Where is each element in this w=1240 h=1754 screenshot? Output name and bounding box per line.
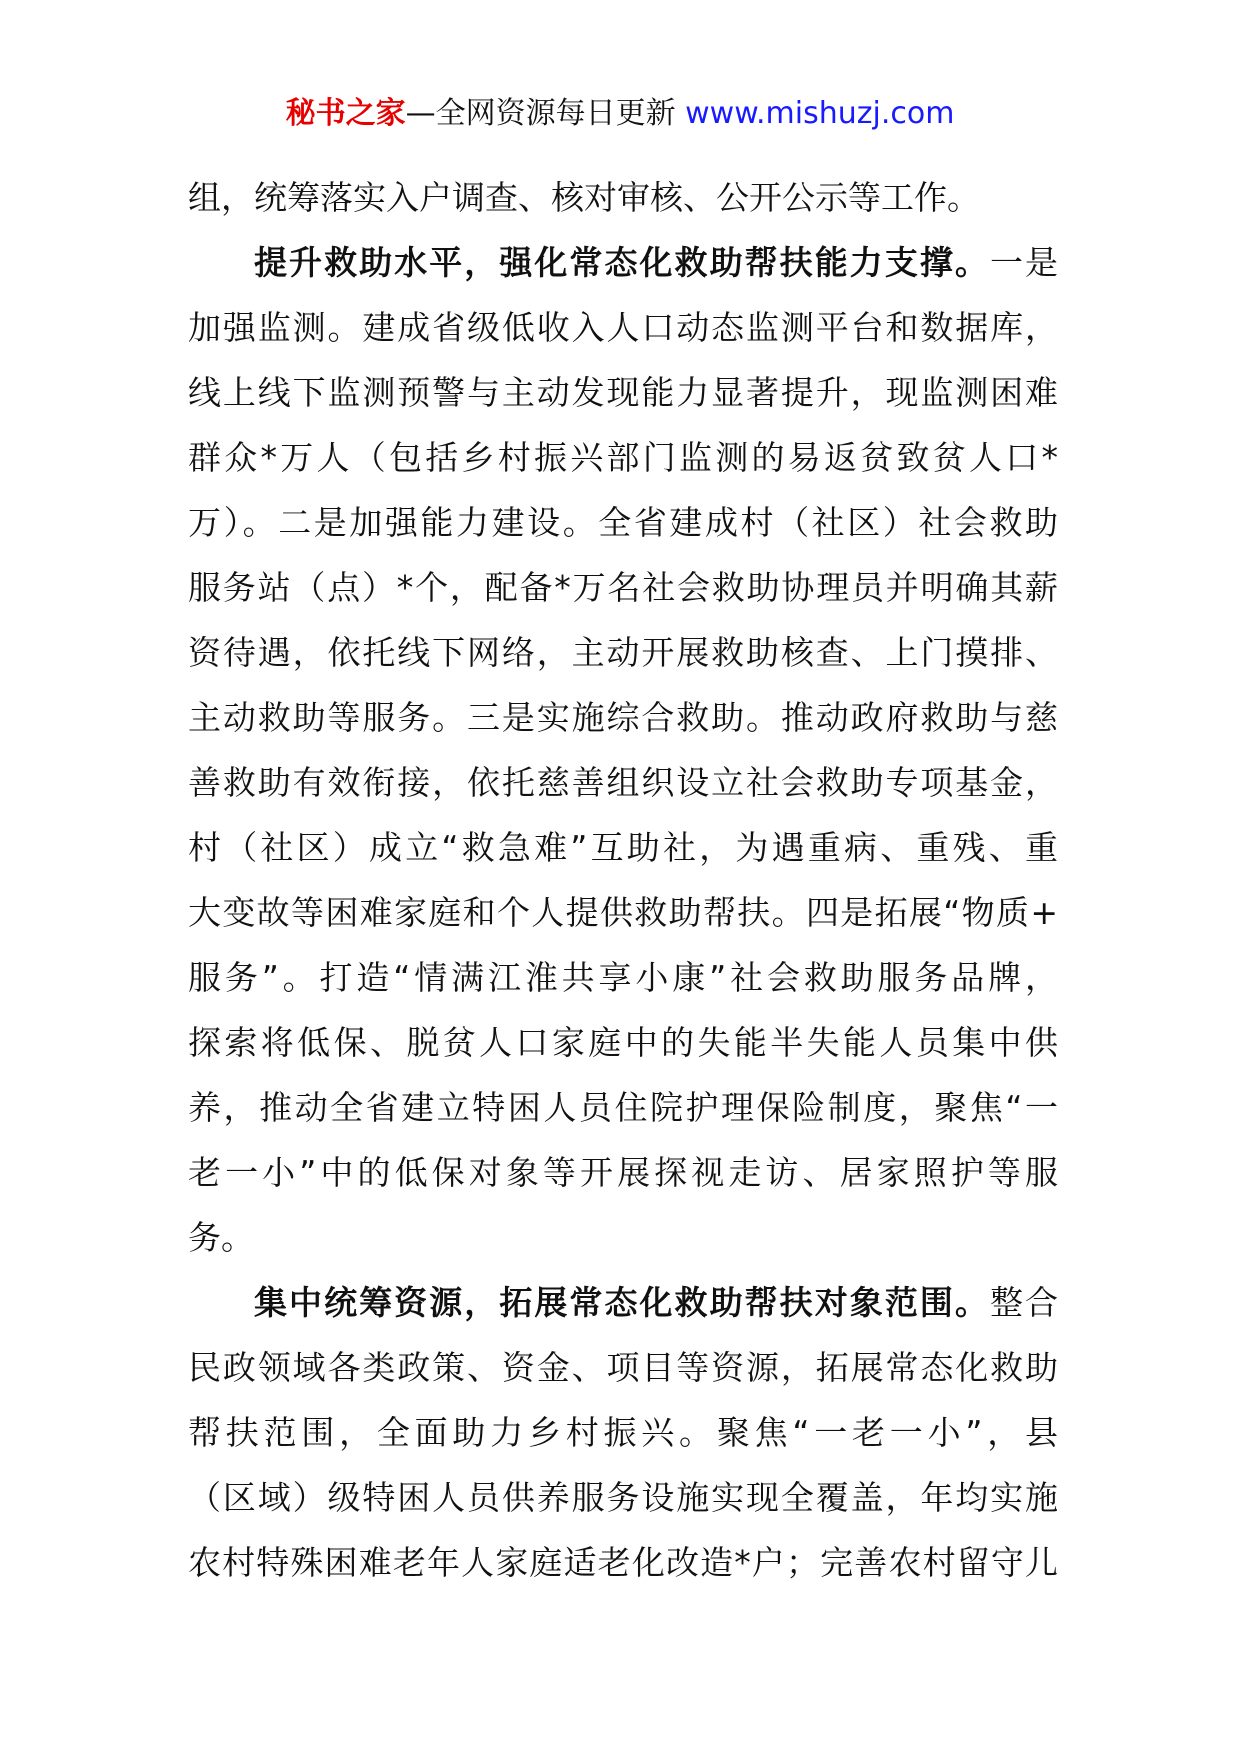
- paragraph-3: [188, 1270, 1058, 1595]
- text-line: 服务站（点）*个，配备*万名社会救助协理员并明确其薪: [188, 568, 1058, 607]
- paragraph-lead-sentence: 提升救助水平，强化常态化救助帮扶能力支撑。: [254, 243, 990, 282]
- paragraph-1: [188, 165, 1058, 230]
- text-line: 万）。二是加强能力建设。全省建成村（社区）社会救助: [188, 503, 1058, 542]
- site-tagline: —全网资源每日更新: [405, 96, 686, 131]
- text-line: 资待遇，依托线下网络，主动开展救助核查、上门摸排、: [188, 633, 1058, 672]
- text-line: 服务”。打造“情满江淮共享小康”社会救助服务品牌，: [188, 958, 1058, 997]
- paragraph-2: [188, 230, 1058, 1270]
- text-line: 加强监测。建成省级低收入人口动态监测平台和数据库，: [188, 308, 1058, 347]
- text-line: 村（社区）成立“救急难”互助社，为遇重病、重残、重: [188, 828, 1058, 867]
- text-line: 农村特殊困难老年人家庭适老化改造*户；完善农村留守儿: [188, 1543, 1058, 1582]
- text-line: 大变故等困难家庭和个人提供救助帮扶。四是拓展“物质+: [188, 893, 1058, 932]
- text-line: 善救助有效衔接，依托慈善组织设立社会救助专项基金，: [188, 763, 1058, 802]
- text-line: 养，推动全省建立特困人员住院护理保险制度，聚焦“一: [188, 1088, 1058, 1127]
- text-line: 线上线下监测预警与主动发现能力显著提升，现监测困难: [188, 373, 1058, 412]
- text-line: 探索将低保、脱贫人口家庭中的失能半失能人员集中供: [188, 1023, 1058, 1062]
- text-line: 组，统筹落实入户调查、核对审核、公开公示等工作。: [188, 178, 980, 217]
- text-line: 务。: [188, 1218, 254, 1257]
- text-line: 集中统筹资源，拓展常态化救助帮扶对象范围。整合: [254, 1283, 1059, 1322]
- paragraph-lead-sentence: 集中统筹资源，拓展常态化救助帮扶对象范围。: [254, 1283, 990, 1322]
- document-body: [188, 165, 1058, 1595]
- text-line: 主动救助等服务。三是实施综合救助。推动政府救助与慈: [188, 698, 1058, 737]
- text-line: （区域）级特困人员供养服务设施实现全覆盖，年均实施: [188, 1478, 1058, 1517]
- page-header: [0, 92, 1240, 136]
- text-line: 帮扶范围，全面助力乡村振兴。聚焦“一老一小”，县: [188, 1413, 1058, 1452]
- site-brand: 秘书之家: [285, 96, 406, 131]
- text-line: 群众*万人（包括乡村振兴部门监测的易返贫致贫人口*: [188, 438, 1058, 477]
- text-line: 老一小”中的低保对象等开展探视走访、居家照护等服: [188, 1153, 1058, 1192]
- text-line: 民政领域各类政策、资金、项目等资源，拓展常态化救助: [188, 1348, 1058, 1387]
- text-line: 提升救助水平，强化常态化救助帮扶能力支撑。一是: [254, 243, 1059, 282]
- site-url-link[interactable]: www.mishuzj.com: [685, 96, 955, 131]
